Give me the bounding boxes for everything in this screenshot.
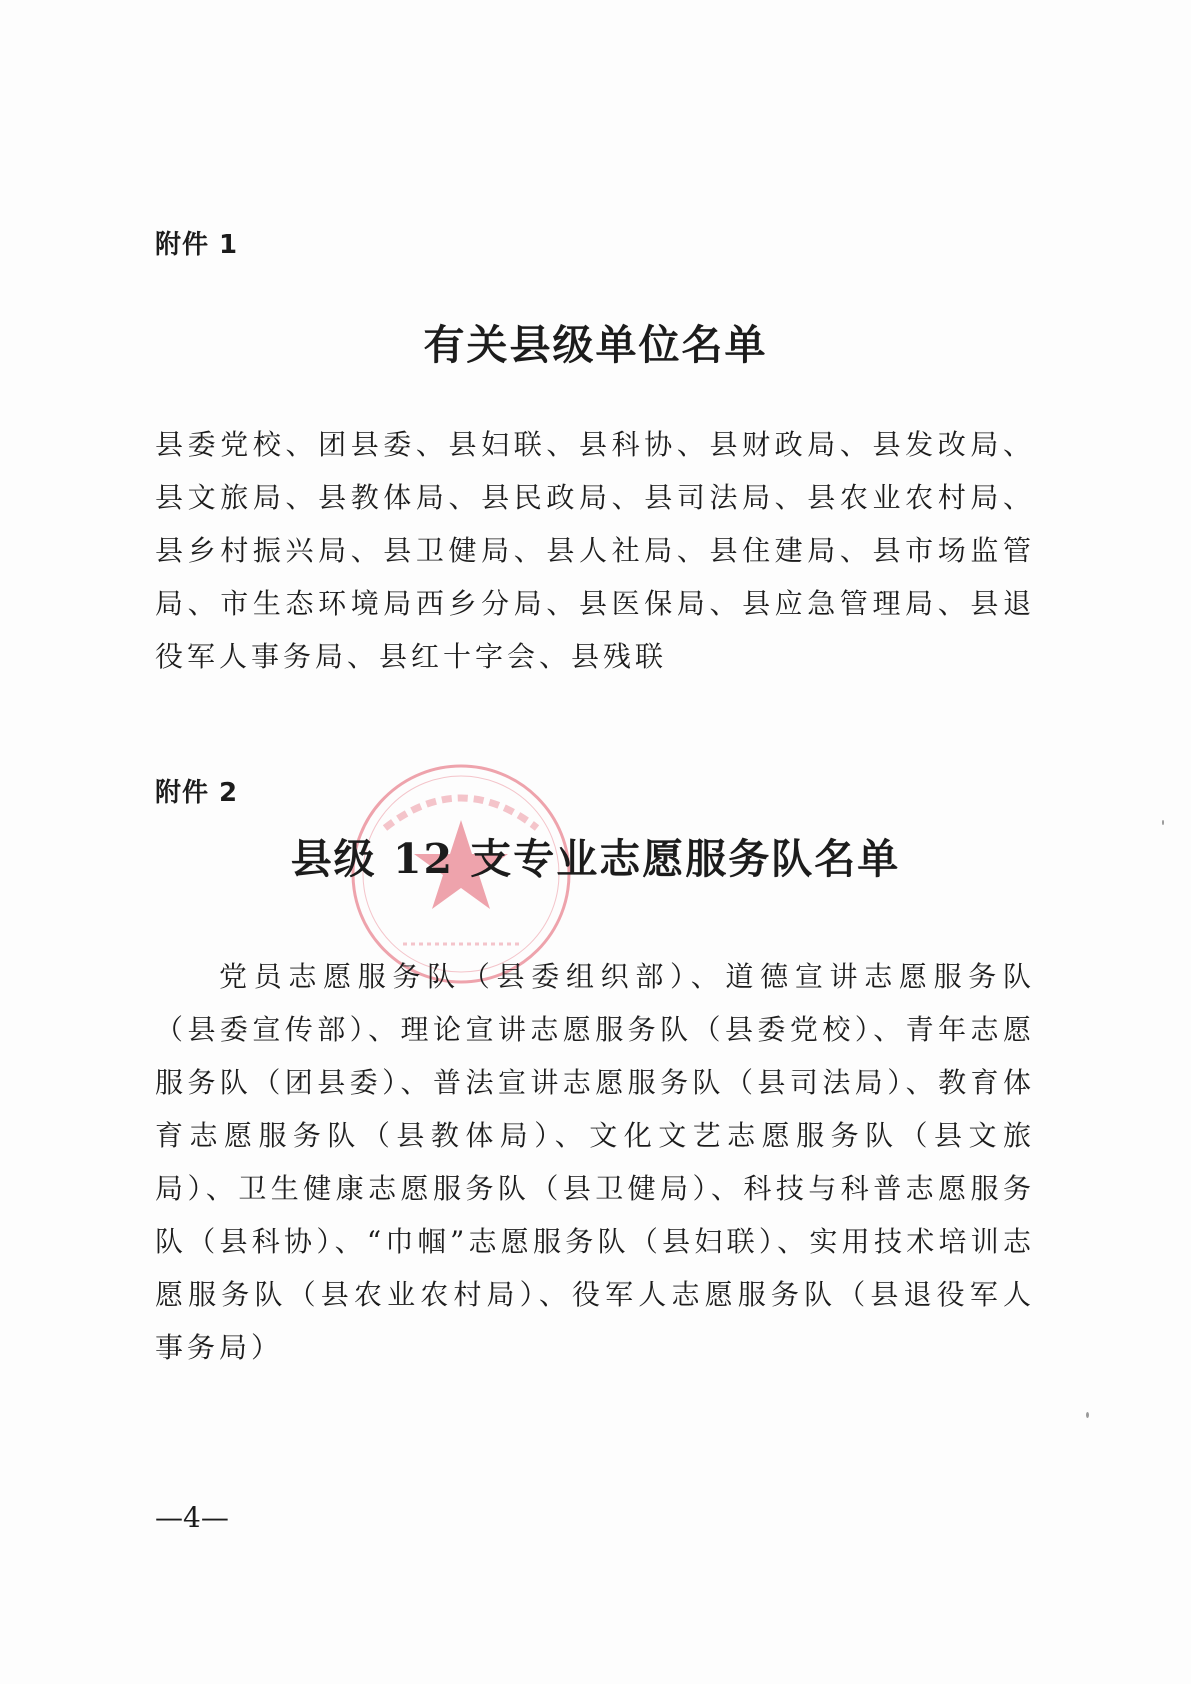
attachment-1-label: 附件 1 xyxy=(155,230,239,260)
scan-speck xyxy=(1086,1412,1089,1418)
page-number: —4— xyxy=(155,1501,229,1534)
attachment-1-unit-list: 县委党校、团县委、县妇联、县科协、县财政局、县发改局、县文旅局、县教体局、县民政局、县司法局、县农业农村局、县乡村振兴局、县卫健局、县人社局、县住建局、县市场监管局、市生态环境局西乡分局、县医保局、县应急管理局、县退役军人事务局、县红十字会、县残联 xyxy=(155,428,1035,673)
attachment-2-title: 县级 12 支专业志愿服务队名单 xyxy=(290,835,901,883)
scan-speck xyxy=(1162,820,1164,825)
attachment-2-label: 附件 2 xyxy=(155,778,239,808)
attachment-2-team-list: 党员志愿服务队（县委组织部）、道德宣讲志愿服务队（县委宣传部）、理论宣讲志愿服务队（县委党校）、青年志愿服务队（团县委）、普法宣讲志愿服务队（县司法局）、教育体育志愿服务队（县教体局）、文化文艺志愿服务队（县文旅局）、卫生健康志愿服务队（县卫健局）、科技与科普志愿服务队（县科协）、“巾帼”志愿服务队（县妇联）、实用技术培训志愿服务队（县农业农村局）、役军人志愿服务队（县退役军人事务局） xyxy=(155,960,1035,1364)
attachment-1-title: 有关县级单位名单 xyxy=(423,321,768,369)
